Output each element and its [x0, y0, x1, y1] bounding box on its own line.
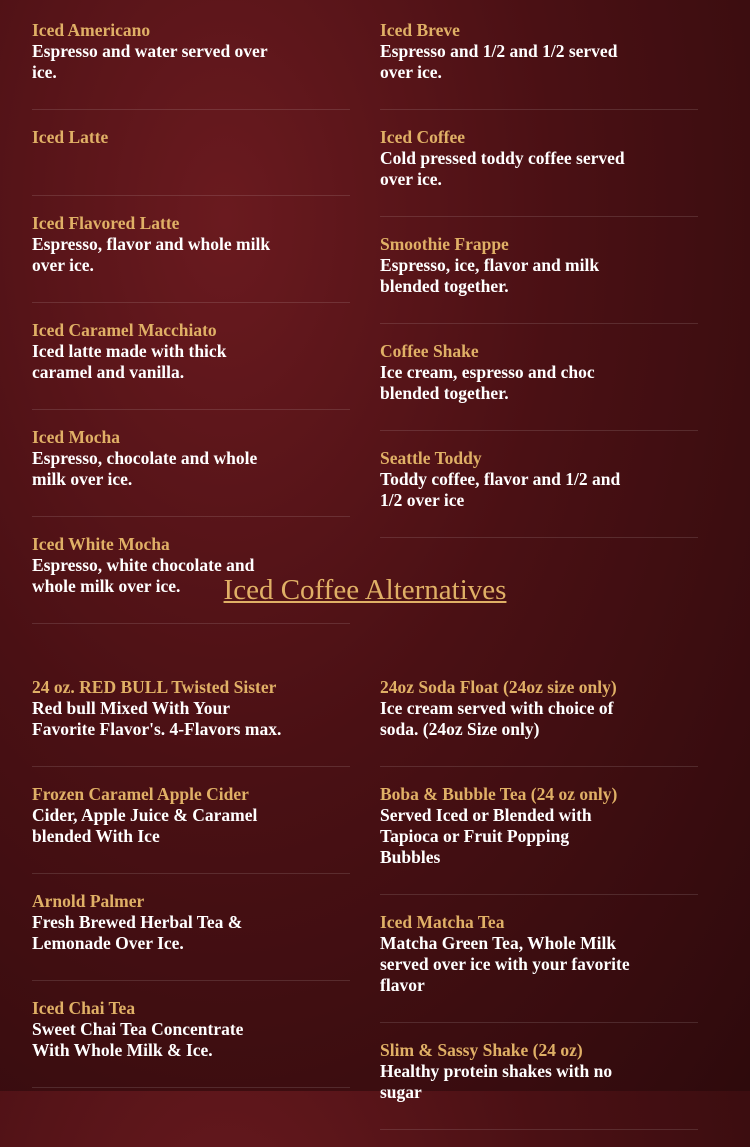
menu-item [380, 234, 698, 324]
menu-item-description: Fresh Brewed Herbal Tea & Lemonade Over Ice. [32, 912, 243, 953]
menu-item-description: Healthy protein shakes with no sugar [380, 1061, 613, 1102]
menu-item-description: Ice cream, espresso and choc blended together. [380, 362, 595, 403]
menu-item-description [32, 148, 282, 169]
menu-item-description: Served Iced or Blended with Tapioca or Fruit Popping Bubbles [380, 805, 592, 867]
menu-item-description: Ice cream served with choice of soda. (24oz Size only) [380, 698, 614, 739]
menu-item-name: Iced Latte [32, 127, 109, 147]
menu-item-name: 24 oz. RED BULL Twisted Sister [32, 677, 277, 697]
menu-item [380, 1040, 698, 1130]
menu-item-description: Espresso, chocolate and whole milk over ice. [32, 448, 258, 489]
menu-item-name: Iced Chai Tea [32, 998, 136, 1018]
menu-item [380, 20, 698, 110]
menu-item-description: Espresso, ice, flavor and milk blended together. [380, 255, 600, 296]
menu-item [32, 998, 350, 1088]
menu-item-name: Iced Flavored Latte [32, 213, 180, 233]
menu-item [32, 127, 350, 196]
menu-item-name: Iced Caramel Macchiato [32, 320, 217, 340]
menu-item-description: Red bull Mixed With Your Favorite Flavor's. 4-Flavors max. [32, 698, 282, 739]
menu-item-description: Sweet Chai Tea Concentrate With Whole Milk & Ice. [32, 1019, 244, 1060]
menu-item [32, 427, 350, 517]
menu-item [32, 784, 350, 874]
menu-item-name: Iced Americano [32, 20, 151, 40]
menu-item-name: Boba & Bubble Tea (24 oz only) [380, 784, 618, 804]
menu-item-name: Smoothie Frappe [380, 234, 509, 254]
section-title: Iced Coffee Alternatives [223, 574, 507, 606]
menu-item [32, 20, 350, 110]
menu-item [380, 912, 698, 1023]
alternatives-left-column [32, 677, 350, 1105]
menu-item [380, 341, 698, 431]
menu-item-name: Iced Breve [380, 20, 460, 40]
menu-item [380, 677, 698, 767]
alternatives-right-column [380, 677, 698, 1147]
menu-item-description: Espresso, flavor and whole milk over ice. [32, 234, 271, 275]
menu-item-description: Espresso and water served over ice. [32, 41, 268, 82]
menu-item-name: Seattle Toddy [380, 448, 482, 468]
menu-item [32, 891, 350, 981]
menu-item [380, 448, 698, 538]
menu-item-description: Cider, Apple Juice & Caramel blended With Ice [32, 805, 258, 846]
menu-item-name: Coffee Shake [380, 341, 479, 361]
menu-item-description: Espresso, white chocolate and whole milk over ice. [32, 555, 255, 596]
menu-item-description: Iced latte made with thick caramel and vanilla. [32, 341, 227, 382]
menu-item [32, 677, 350, 767]
menu-item [32, 320, 350, 410]
menu-item-name: Iced Matcha Tea [380, 912, 505, 932]
menu-item-name: Slim & Sassy Shake (24 oz) [380, 1040, 583, 1060]
menu-item-name: Iced Coffee [380, 127, 466, 147]
menu-item [380, 127, 698, 217]
iced-coffee-left-column [32, 20, 350, 641]
menu-item [380, 784, 698, 895]
menu-item-name: 24oz Soda Float (24oz size only) [380, 677, 617, 697]
menu-item-description: Cold pressed toddy coffee served over ice. [380, 148, 625, 189]
menu-item-description: Espresso and 1/2 and 1/2 served over ice. [380, 41, 618, 82]
menu-item-name: Iced Mocha [32, 427, 120, 447]
menu-item [32, 213, 350, 303]
menu-item-description: Matcha Green Tea, Whole Milk served over ice with your favorite flavor [380, 933, 630, 995]
menu-item-name: Iced White Mocha [32, 534, 170, 554]
menu-item-description: Toddy coffee, flavor and 1/2 and 1/2 over ice [380, 469, 621, 510]
menu-item-name: Arnold Palmer [32, 891, 145, 911]
menu-item-name: Frozen Caramel Apple Cider [32, 784, 249, 804]
iced-coffee-right-column [380, 20, 698, 555]
